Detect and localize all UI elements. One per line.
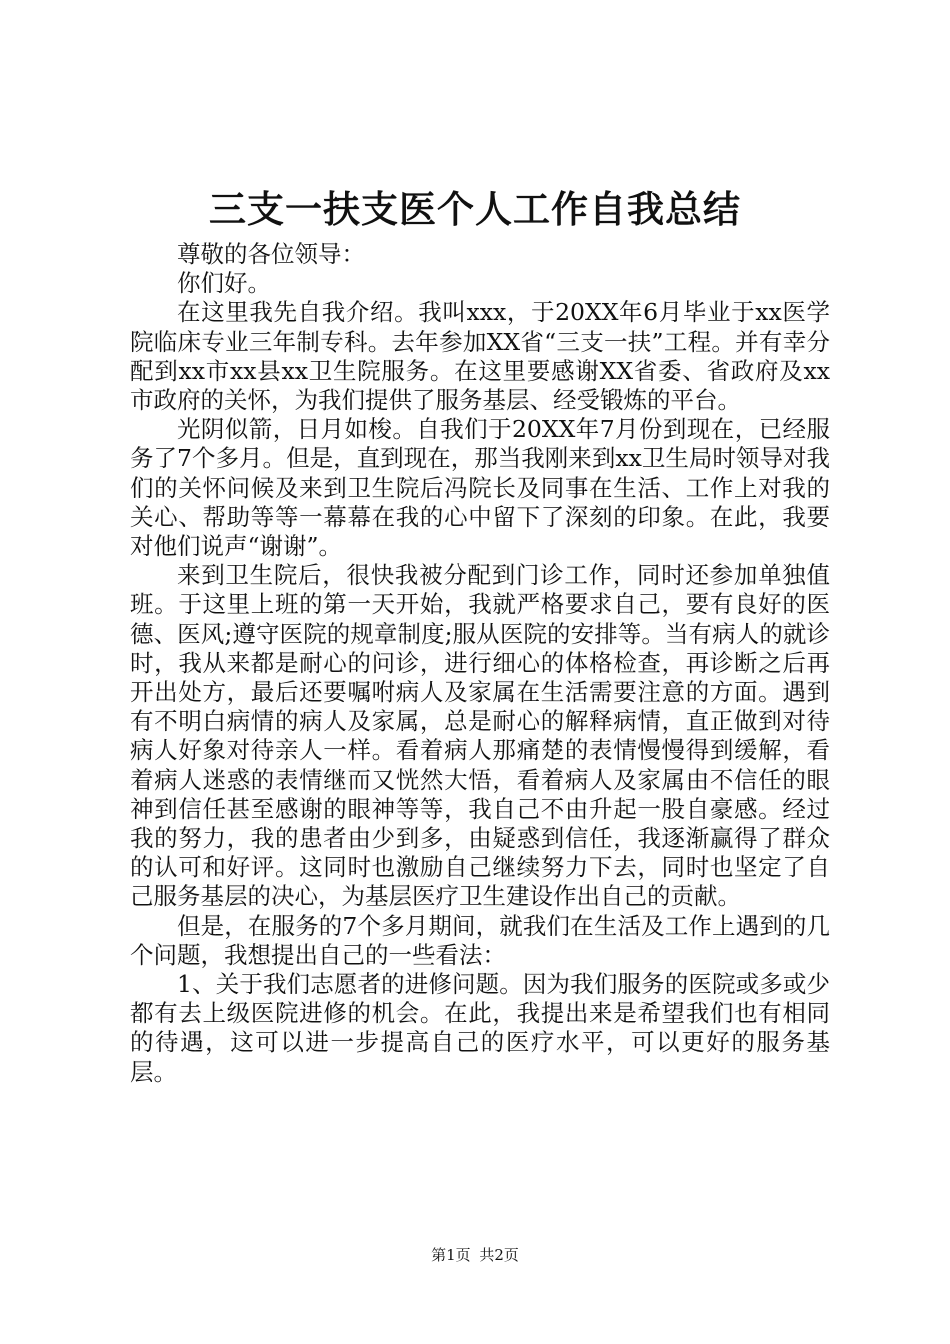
salutation: 尊敬的各位领导：	[177, 240, 365, 268]
paragraph-work: 来到卫生院后，很快我被分配到门诊工作，同时还参加单独值班。于这里上班的第一天开始，我就严格要求自己，要有良好的医德、医风;遵守医院的规章制度;服从医院的安排等。当有病人的就诊时，我从来都是耐心的问诊，进行细心的体格检查，再诊断之后再开出处方，最后还要嘱咐病人及家属在生活需要注意的方面。遇到有不明白病情的病人及家属，总是耐心的解释病情，直正做到对待病人好象对待亲人一样。看着病人那痛楚的表情慢慢得到缓解，看着病人迷惑的表情继而又恍然大悟，看着病人及家属由不信任的眼神到信任甚至感谢的眼神等等，我自己不由升起一股自豪感。经过我的努力，我的患者由少到多，由疑惑到信任，我逐渐赢得了群众的认可和好评。这同时也激励自己继续努力下去，同时也坚定了自己服务基层的决心，为基层医疗卫生建设作出自己的贡献。	[130, 561, 830, 911]
page-total: 共2页	[479, 1246, 519, 1264]
paragraph-issues-intro: 但是，在服务的7个多月期间，就我们在生活及工作上遇到的几个问题，我想提出自己的一些看法：	[130, 911, 830, 969]
document-title: 三支一扶支医个人工作自我总结	[209, 187, 741, 231]
greeting: 你们好。	[177, 269, 271, 298]
paragraph-introduction: 在这里我先自我介绍。我叫xxx，于20XX年6月毕业于xx医学院临床专业三年制专科。去年参加XX省“三支一扶”工程。并有幸分配到xx市xx县xx卫生院服务。在这里要感谢XX省委、省政府及xx市政府的关怀，为我们提供了服务基层、经受锻炼的平台。	[130, 298, 830, 415]
document-body	[130, 240, 830, 1087]
page-number: 第1页	[431, 1246, 471, 1264]
paragraph-issue-1: 1、关于我们志愿者的进修问题。因为我们服务的医院或多或少都有去上级医院进修的机会。在此，我提出来是希望我们也有相同的待遇，这可以进一步提高自己的医疗水平，可以更好的服务基层。	[130, 970, 830, 1086]
paragraph-gratitude: 光阴似箭，日月如梭。自我们于20XX年7月份到现在，已经服务了7个多月。但是，直到现在，那当我刚来到xx卫生局时领导对我们的关怀问候及来到卫生院后冯院长及同事在生活、工作上对我的关心、帮助等等一幕幕在我的心中留下了深刻的印象。在此，我要对他们说声“谢谢”。	[130, 415, 830, 561]
page-footer	[0, 1245, 950, 1265]
